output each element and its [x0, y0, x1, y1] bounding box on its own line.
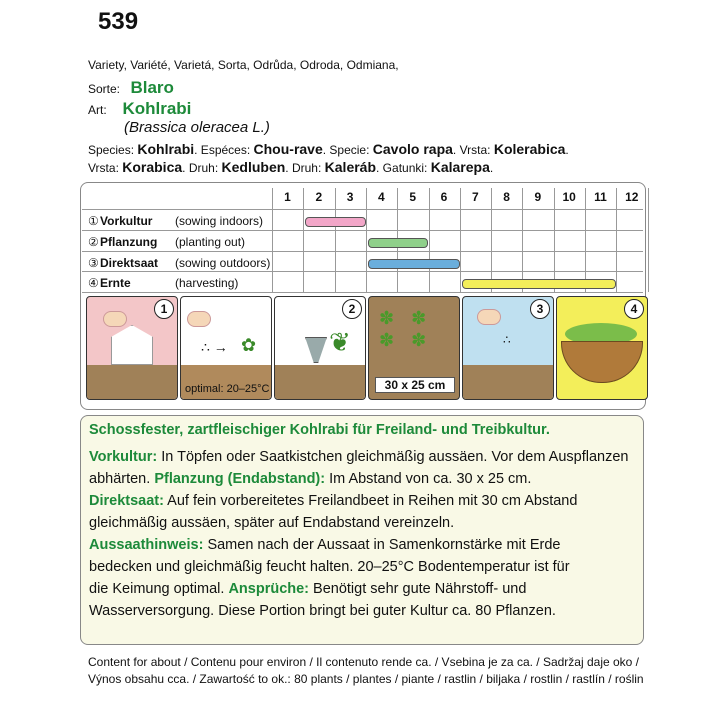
step-2-badge: 2: [342, 299, 362, 319]
art-row: [88, 99, 191, 119]
species-line-2: Vrsta: Korabica. Druh: Kedluben. Druh: Kaleráb. Gatunki: Kalarepa.: [88, 159, 494, 175]
footer-line-1: Content for about / Contenu pour environ / Il contenuto rende ca. / Vsebina je za ca. / Sadržaj daje oko /: [88, 655, 640, 669]
month-7: 7: [471, 190, 479, 204]
tile-sowing-outdoors: [462, 296, 554, 400]
spacing-label: 30 x 25 cm: [375, 377, 455, 393]
soil-icon: [87, 365, 177, 399]
bar-pflanzung: [368, 238, 429, 248]
bar-direktsaat: [368, 259, 460, 269]
ansprueche-line-2: Wasserversorgung. Diese Portion bringt bei guter Kultur ca. 80 Pflanzen.: [89, 603, 556, 619]
trowel-icon: [305, 337, 327, 363]
description-box: [80, 415, 644, 645]
hinweis-line-3: die Keimung optimal. Ansprüche: Benötigt sehr gute Nährstoff- und: [89, 581, 527, 597]
soil-icon: [463, 365, 553, 399]
month-12: 12: [625, 190, 639, 204]
month-8: 8: [503, 190, 510, 204]
month-9: 9: [534, 190, 542, 204]
grid-hline: [82, 271, 643, 272]
month-2: 2: [315, 190, 323, 204]
vorkultur-line-2: abhärten. Pflanzung (Endabstand): Im Abstand von ca. 30 x 25 cm.: [89, 471, 532, 487]
hand-icon: [477, 309, 501, 325]
tile-harvesting: [556, 296, 648, 400]
footer-line-2: Výnos obsahu cca. / Zawartość to ok.: 80 plants / plantes / piante / rastlin / biljaka / rostlin / rastlín / roślin: [88, 672, 644, 686]
latin-name: (Brassica oleracea L.): [124, 119, 270, 136]
content-footer: [88, 654, 644, 688]
seeds-icon: ∴ →: [201, 339, 228, 355]
hand-icon: [187, 311, 211, 327]
sorte-label: Sorte:: [88, 82, 121, 96]
vorkultur-line-1: Vorkultur: In Töpfen oder Saatkistchen gleichmäßig aussäen. Vor dem Auspflanzen: [89, 449, 629, 465]
month-5: 5: [409, 190, 417, 204]
step-1-badge: 1: [154, 299, 174, 319]
step-3-badge: 3: [530, 299, 550, 319]
hand-icon: [103, 311, 127, 327]
tile-sowing-indoors: [86, 296, 178, 400]
bar-vorkultur: [305, 217, 366, 227]
bar-ernte: [462, 279, 617, 289]
tile-germination: [180, 296, 272, 400]
month-11: 11: [594, 190, 607, 204]
plants-grid-icon: ✽ ✽ ✽ ✽: [379, 308, 433, 350]
month-4: 4: [378, 190, 385, 204]
grid-hline: [82, 292, 643, 293]
soil-icon: [275, 365, 365, 399]
product-code: 539: [98, 8, 139, 35]
tile-spacing: [368, 296, 460, 400]
variety-line: Variety, Variété, Varietá, Sorta, Odrůda, Odroda, Odmiana,: [88, 58, 399, 72]
seed-tray-icon: [111, 325, 153, 365]
grid-hline: [82, 251, 643, 252]
month-6: 6: [440, 190, 448, 204]
direktsaat-line-1: Direktsaat: Auf fein vorbereitetes Freilandbeet in Reihen mit 30 cm Abstand: [89, 493, 578, 509]
headline: Schossfester, zartfleischiger Kohlrabi für Freiland- und Treibkultur.: [89, 422, 550, 438]
month-10: 10: [562, 190, 576, 204]
direktsaat-line-2: gleichmäßig aussäen, später auf Endabstand vereinzeln.: [89, 515, 455, 531]
month-3: 3: [346, 190, 354, 204]
art-value: Kohlrabi: [122, 99, 192, 118]
optimal-temperature: optimal: 20–25°C: [185, 383, 270, 395]
grid-vline: [648, 188, 649, 292]
grid-hline: [82, 230, 643, 231]
grid-hline: [82, 209, 643, 210]
hinweis-line-1: Aussaathinweis: Samen nach der Aussaat in Samenkornstärke mit Erde: [89, 537, 561, 553]
plant-icon: ❦: [329, 327, 351, 357]
sorte-row: [88, 78, 174, 98]
sorte-value: Blaro: [130, 78, 174, 97]
hinweis-line-2: bedecken und gleichmäßig feucht halten. 20–25°C Bodentemperatur ist für: [89, 559, 570, 575]
tile-planting-out: [274, 296, 366, 400]
art-label: Art:: [88, 103, 107, 117]
month-1: 1: [284, 190, 291, 204]
seedling-icon: ✿: [241, 335, 257, 355]
species-line-1: Species: Kohlrabi. Espéces: Chou-rave. Specie: Cavolo rapa. Vrsta: Kolerabica.: [88, 141, 569, 157]
basket-icon: [561, 341, 643, 383]
seeds-icon: ∴: [503, 333, 511, 347]
step-4-badge: 4: [624, 299, 644, 319]
